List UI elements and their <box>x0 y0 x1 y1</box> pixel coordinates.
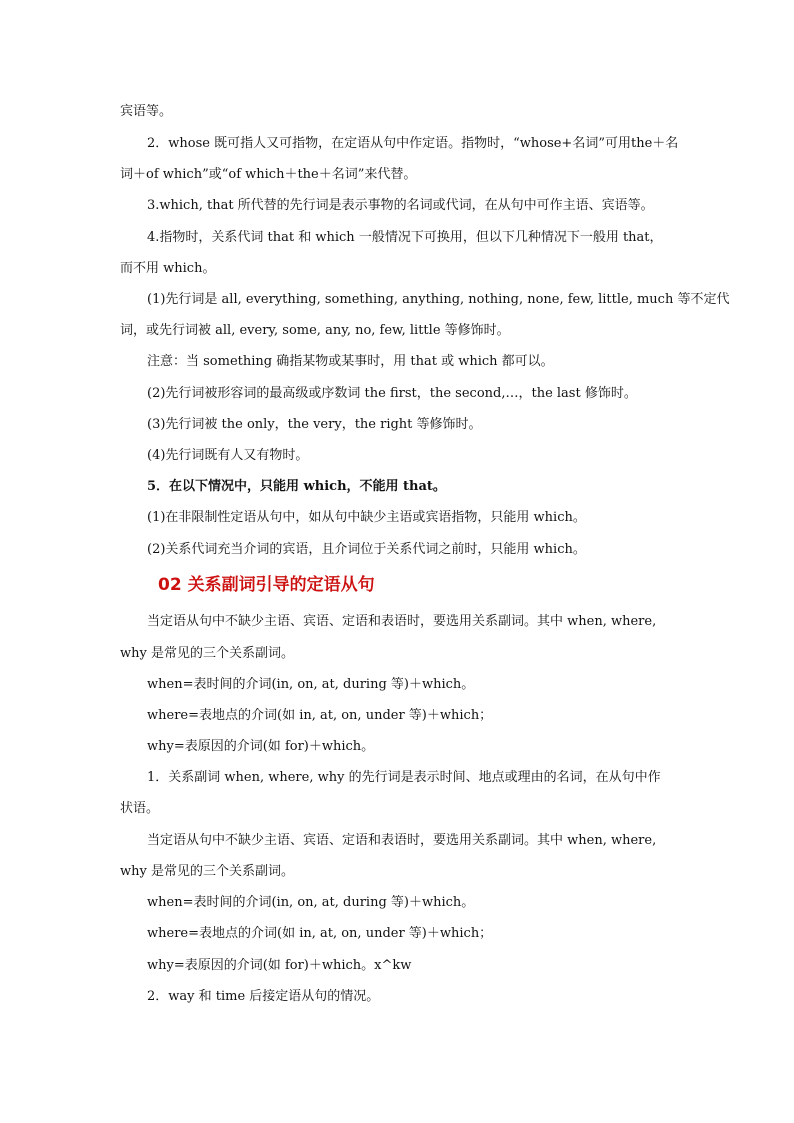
paragraph-line: (4)先行词既有人又有物时。 <box>147 448 309 463</box>
paragraph-line: why=表原因的介词(如 for)＋which。x^kw <box>147 958 412 973</box>
paragraph-line: 而不用 which。 <box>120 261 216 276</box>
paragraph-line: why 是常见的三个关系副词。 <box>120 646 294 661</box>
note-line: 注意：当 something 确指某物或某事时，用 that 或 which 都可以。 <box>147 354 554 369</box>
paragraph-line: 1．关系副词 when, where, why 的先行词是表示时间、地点或理由的名词，在从句中作 <box>147 770 661 785</box>
paragraph-line: 状语。 <box>120 801 160 816</box>
paragraph-line: 4.指物时，关系代词 that 和 which 一般情况下可换用，但以下几种情况下一般用 that， <box>147 230 663 245</box>
paragraph-line: when=表时间的介词(in, on, at, during 等)＋which。 <box>147 677 475 692</box>
paragraph-line: 2．way 和 time 后接定语从句的情况。 <box>147 989 380 1004</box>
paragraph-line: why=表原因的介词(如 for)＋which。 <box>147 739 375 754</box>
paragraph-line: 宾语等。 <box>120 104 173 119</box>
paragraph-line: where=表地点的介词(如 in, at, on, under 等)＋which； <box>147 926 493 941</box>
paragraph-line: (2)关系代词充当介词的宾语，且介词位于关系代词之前时，只能用 which。 <box>147 542 586 557</box>
paragraph-line: (3)先行词被 the only，the very，the right 等修饰时。 <box>147 417 482 432</box>
paragraph-line: 当定语从句中不缺少主语、宾语、定语和表语时，要选用关系副词。其中 when, where, <box>147 614 657 629</box>
paragraph-line: where=表地点的介词(如 in, at, on, under 等)＋which； <box>147 708 493 723</box>
paragraph-line: when=表时间的介词(in, on, at, during 等)＋which。 <box>147 895 475 910</box>
paragraph-line: 当定语从句中不缺少主语、宾语、定语和表语时，要选用关系副词。其中 when, where, <box>147 833 657 848</box>
paragraph-line: 3.which, that 所代替的先行词是表示事物的名词或代词，在从句中可作主语、宾语等。 <box>147 198 654 213</box>
paragraph-line: (2)先行词被形容词的最高级或序数词 the first，the second,…，the last 修饰时。 <box>147 386 637 401</box>
paragraph-line: 词＋of which”或“of which＋the＋名词”来代替。 <box>120 167 417 182</box>
bold-rule-line: 5．在以下情况中，只能用 which，不能用 that。 <box>147 479 446 494</box>
paragraph-line: 词，或先行词被 all, every, some, any, no, few, little 等修饰时。 <box>120 323 510 338</box>
paragraph-line: (1)先行词是 all, everything, something, anything, nothing, none, few, little, much 等不定代 <box>147 292 730 307</box>
paragraph-line: (1)在非限制性定语从句中，如从句中缺少主语或宾语指物，只能用 which。 <box>147 510 586 525</box>
section-heading: 02 关系副词引导的定语从句 <box>158 575 375 595</box>
paragraph-line: 2．whose 既可指人又可指物，在定语从句中作定语。指物时，“whose+名词”可用the＋名 <box>147 136 679 151</box>
paragraph-line: why 是常见的三个关系副词。 <box>120 864 294 879</box>
